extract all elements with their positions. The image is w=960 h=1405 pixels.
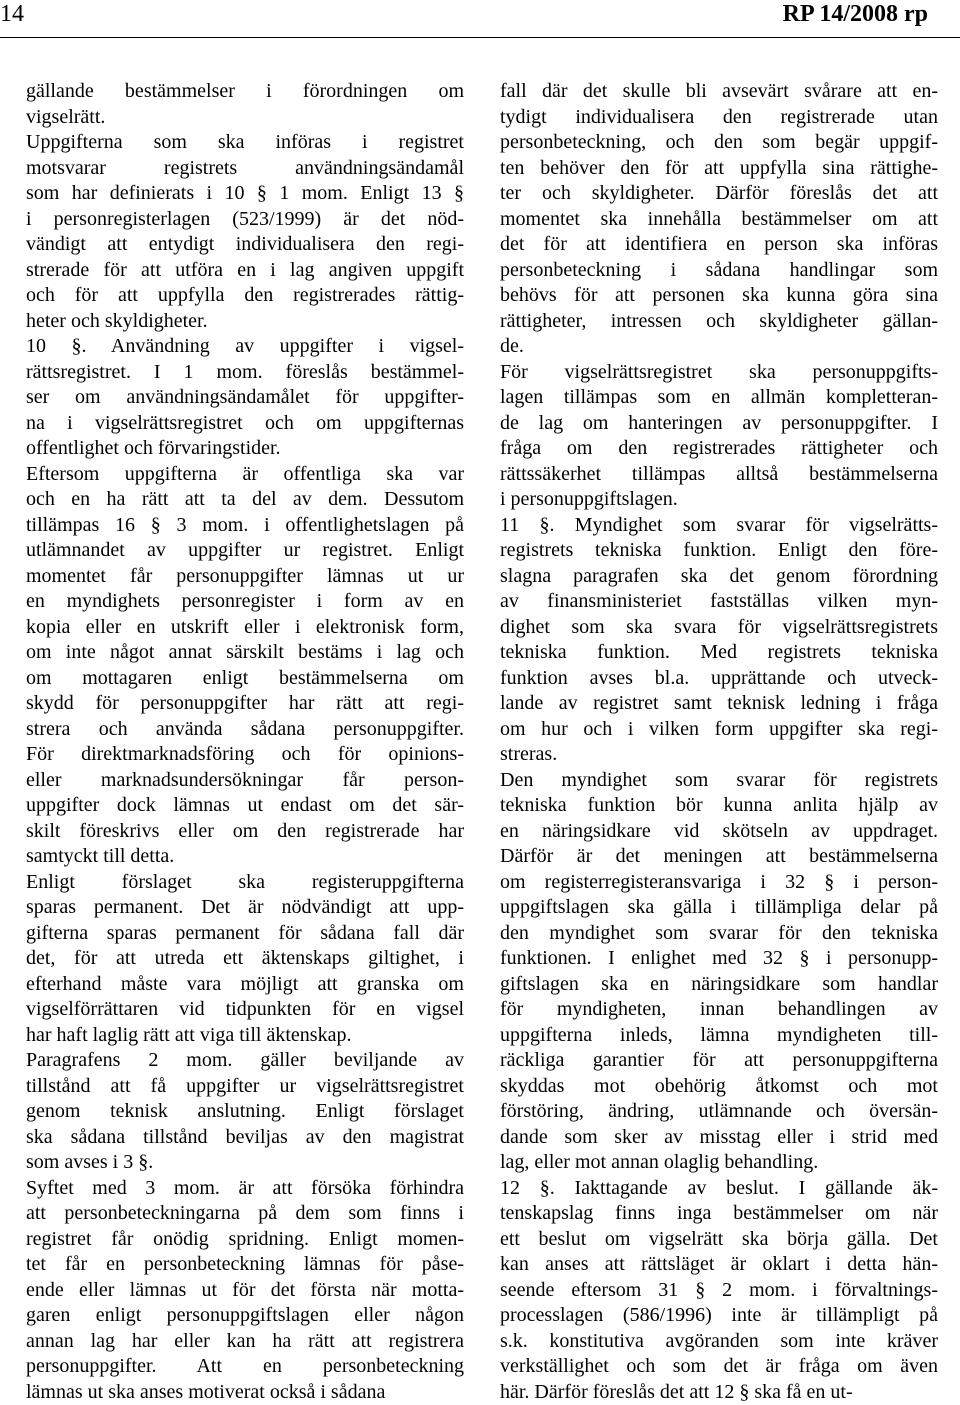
text-line: det, för att utreda ett äktenskaps giltighet, i <box>26 946 464 972</box>
text-line: kopia eller en utskrift eller i elektronisk form, <box>26 615 464 641</box>
text-line: eller marknadsundersökningar får person- <box>26 768 464 794</box>
text-line: annan lag har eller kan ha rätt att registrera <box>26 1329 464 1355</box>
text-line: 10 §. Användning av uppgifter i vigsel- <box>26 334 464 360</box>
text-line: tet får en personbeteckning lämnas för påse- <box>26 1252 464 1278</box>
text-line: personuppgifter. Att en personbeteckning <box>26 1354 464 1380</box>
text-line: streras. <box>500 742 938 768</box>
text-line: dande som sker av misstag eller i strid med <box>500 1125 938 1151</box>
text-line: och en ha rätt att ta del av dem. Dessutom <box>26 487 464 513</box>
text-line: registrets tekniska funktion. Enligt den före- <box>500 538 938 564</box>
text-line: gifterna sparas permanent för sådana fall där <box>26 921 464 947</box>
text-line: Uppgifterna som ska införas i registret <box>26 130 464 156</box>
text-line: de lag om hanteringen av personuppgifter. I <box>500 411 938 437</box>
text-line: 12 §. Iakttagande av beslut. I gällande äk- <box>500 1176 938 1202</box>
text-line: ska sådana tillstånd beviljas av den magistrat <box>26 1125 464 1151</box>
text-line: sparas permanent. Det är nödvändigt att upp- <box>26 895 464 921</box>
text-line: samtyckt till detta. <box>26 844 464 870</box>
text-line: skilt föreskrivs eller om den registrerade har <box>26 819 464 845</box>
text-line: vändigt att entydigt individualisera den regi- <box>26 232 464 258</box>
text-line: om mottagaren enligt bestämmelserna om <box>26 666 464 692</box>
text-line: vigselförrättaren vid tidpunkten för en vigsel <box>26 997 464 1023</box>
text-line: efterhand måste vara möjligt att granska om <box>26 972 464 998</box>
text-line: tillämpas 16 § 3 mom. i offentlighetslagen på <box>26 513 464 539</box>
text-line: lag, eller mot annan olaglig behandling. <box>500 1150 938 1176</box>
text-line: ett beslut om vigselrätt ska börja gälla. Det <box>500 1227 938 1253</box>
left-column <box>26 79 464 1405</box>
text-line: att personbeteckningarna på dem som finns i <box>26 1201 464 1227</box>
text-line: giftslagen ska en näringsidkare som handlar <box>500 972 938 998</box>
text-line: ten behöver den för att uppfylla sina rättighe- <box>500 156 938 182</box>
text-line: som avses i 3 §. <box>26 1150 464 1176</box>
page-header <box>0 0 960 48</box>
header-rule <box>0 37 960 38</box>
text-line: de. <box>500 334 938 360</box>
text-line: funktionen. I enlighet med 32 § i personupp- <box>500 946 938 972</box>
text-line: dighet som ska svara för vigselrättsregistrets <box>500 615 938 641</box>
text-line: uppgifter dock lämnas ut endast om det sär- <box>26 793 464 819</box>
text-line: i personregisterlagen (523/1999) är det nöd- <box>26 207 464 233</box>
text-line: behövs för att personen ska kunna göra sina <box>500 283 938 309</box>
text-line: lämnas ut ska anses motiverat också i sådana <box>26 1380 464 1405</box>
text-line: tydigt individualisera den registrerade utan <box>500 105 938 131</box>
text-line: Syftet med 3 mom. är att försöka förhindra <box>26 1176 464 1202</box>
text-line: rättssäkerhet tillämpas alltså bestämmelserna <box>500 462 938 488</box>
text-line: rättsregistret. I 1 mom. föreslås bestämmel- <box>26 360 464 386</box>
text-line: tenskapslag finns inga bestämmelser om när <box>500 1201 938 1227</box>
text-line: tillstånd att få uppgifter ur vigselrättsregistret <box>26 1074 464 1100</box>
text-line: verkställighet och som det är fråga om även <box>500 1354 938 1380</box>
text-line: här. Därför föreslås det att 12 § ska få en ut- <box>500 1380 938 1405</box>
text-line: 11 §. Myndighet som svarar för vigselrätts- <box>500 513 938 539</box>
text-line: kan anses att rättsläget är oklart i detta hän- <box>500 1252 938 1278</box>
text-line: rättigheter, intressen och skyldigheter gällan- <box>500 309 938 335</box>
text-line: utlämnandet av uppgifter ur registret. Enligt <box>26 538 464 564</box>
text-line: strerade för att utföra en i lag angiven uppgift <box>26 258 464 284</box>
text-line: vigselrätt. <box>26 105 464 131</box>
text-line: Den myndighet som svarar för registrets <box>500 768 938 794</box>
text-line: heter och skyldigheter. <box>26 309 464 335</box>
text-line: momentet får personuppgifter lämnas ut ur <box>26 564 464 590</box>
text-line: na i vigselrättsregistret och om uppgifternas <box>26 411 464 437</box>
text-line: räckliga garantier för att personuppgifterna <box>500 1048 938 1074</box>
text-line: s.k. konstitutiva avgöranden som inte kräver <box>500 1329 938 1355</box>
text-line: slagna paragrafen ska det genom förordning <box>500 564 938 590</box>
text-line: Eftersom uppgifterna är offentliga ska var <box>26 462 464 488</box>
text-line: seende eftersom 31 § 2 mom. i förvaltnings- <box>500 1278 938 1304</box>
text-line: en myndighets personregister i form av en <box>26 589 464 615</box>
text-line: som har definierats i 10 § 1 mom. Enligt 13 § <box>26 181 464 207</box>
text-line: offentlighet och förvaringstider. <box>26 436 464 462</box>
text-line: det för att identifiera en person ska införas <box>500 232 938 258</box>
text-line: förstöring, ändring, utlämnande och översän- <box>500 1099 938 1125</box>
text-line: lande av registret samt teknisk ledning i fråga <box>500 691 938 717</box>
text-line: motsvarar registrets användningsändamål <box>26 156 464 182</box>
text-line: personbeteckning, och den som begär uppgif- <box>500 130 938 156</box>
text-line: registret får onödig spridning. Enligt momen- <box>26 1227 464 1253</box>
text-line: för myndigheten, innan behandlingen av <box>500 997 938 1023</box>
text-line: i personuppgiftslagen. <box>500 487 938 513</box>
text-line: har haft laglig rätt att viga till äktenskap. <box>26 1023 464 1049</box>
text-line: gällande bestämmelser i förordningen om <box>26 79 464 105</box>
text-line: För direktmarknadsföring och för opinions- <box>26 742 464 768</box>
page-number: 14 <box>0 0 24 28</box>
text-line: personbeteckning i sådana handlingar som <box>500 258 938 284</box>
text-line: om hur och i vilken form uppgifter ska regi- <box>500 717 938 743</box>
text-line: av finansministeriet fastställas vilken myn- <box>500 589 938 615</box>
running-title: RP 14/2008 rp <box>783 0 928 28</box>
text-line: uppgifterna inleds, lämna myndigheten till- <box>500 1023 938 1049</box>
text-line: momentet ska innehålla bestämmelser om att <box>500 207 938 233</box>
text-line: För vigselrättsregistret ska personuppgifts- <box>500 360 938 386</box>
text-line: och för att uppfylla den registrerades rättig- <box>26 283 464 309</box>
text-line: Paragrafens 2 mom. gäller beviljande av <box>26 1048 464 1074</box>
text-line: den myndighet som svarar för den tekniska <box>500 921 938 947</box>
text-line: strera och använda sådana personuppgifter. <box>26 717 464 743</box>
text-line: funktion avses bl.a. upprättande och utveck- <box>500 666 938 692</box>
text-line: lagen tillämpas som en allmän kompletteran- <box>500 385 938 411</box>
text-line: en näringsidkare vid skötseln av uppdraget. <box>500 819 938 845</box>
text-line: ser om användningsändamålet för uppgifter- <box>26 385 464 411</box>
text-line: fråga om den registrerades rättigheter och <box>500 436 938 462</box>
text-line: garen enligt personuppgiftslagen eller någon <box>26 1303 464 1329</box>
text-line: Enligt förslaget ska registeruppgifterna <box>26 870 464 896</box>
text-line: tekniska funktion bör kunna anlita hjälp av <box>500 793 938 819</box>
text-line: skydd för personuppgifter har rätt att regi- <box>26 691 464 717</box>
text-line: skyddas mot obehörig åtkomst och mot <box>500 1074 938 1100</box>
text-line: uppgiftslagen ska gälla i tillämpliga delar på <box>500 895 938 921</box>
text-line: ter och skyldigheter. Därför föreslås det att <box>500 181 938 207</box>
text-line: om inte något annat särskilt bestäms i lag och <box>26 640 464 666</box>
text-line: tekniska funktion. Med registrets tekniska <box>500 640 938 666</box>
right-column <box>500 79 938 1405</box>
text-line: Därför är det meningen att bestämmelserna <box>500 844 938 870</box>
text-line: om registerregisteransvariga i 32 § i person- <box>500 870 938 896</box>
text-line: fall där det skulle bli avsevärt svårare att en- <box>500 79 938 105</box>
text-line: processlagen (586/1996) inte är tillämpligt på <box>500 1303 938 1329</box>
text-line: genom teknisk anslutning. Enligt förslaget <box>26 1099 464 1125</box>
text-line: ende eller lämnas ut för det första när motta- <box>26 1278 464 1304</box>
